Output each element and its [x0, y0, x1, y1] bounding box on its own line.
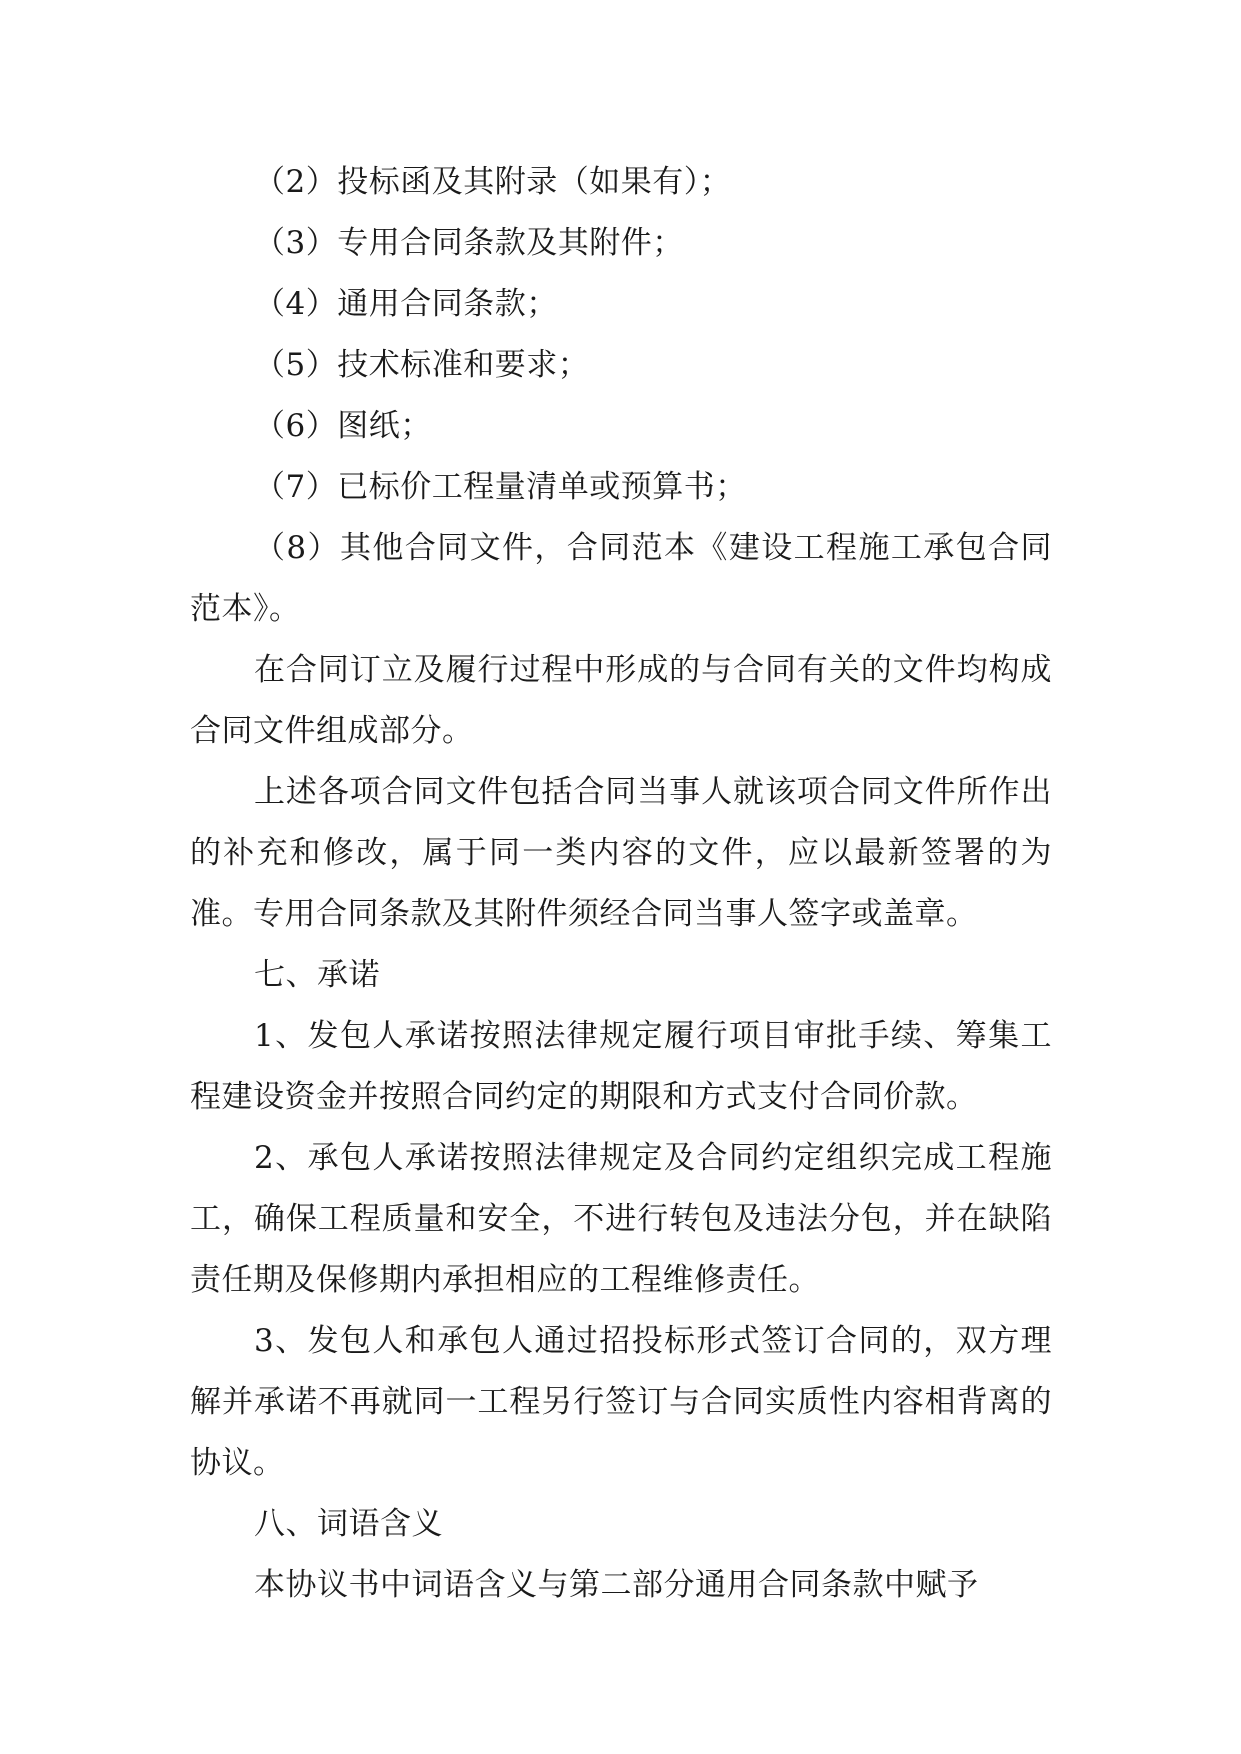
list-item-2: （2）投标函及其附录（如果有）；	[254, 164, 732, 200]
paragraph-contract-documents: 在合同订立及履行过程中形成的与合同有关的文件均构成合同文件组成部分。	[190, 652, 1052, 749]
document-body	[190, 152, 1052, 1616]
paragraph-supplements: 上述各项合同文件包括合同当事人就该项合同文件所作出的补充和修改，属于同一类内容的文件，应以最新签署的为准。专用合同条款及其附件须经合同当事人签字或盖章。	[190, 774, 1052, 932]
list-item-6: （6）图纸；	[254, 408, 432, 444]
list-item-3: （3）专用合同条款及其附件；	[254, 225, 684, 261]
commitment-item-1: 1、发包人承诺按照法律规定履行项目审批手续、筹集工程建设资金并按照合同约定的期限和方式支付合同价款。	[190, 1018, 1052, 1115]
list-item-7: （7）已标价工程量清单或预算书；	[254, 469, 747, 505]
list-item-8: （8）其他合同文件，合同范本《建设工程施工承包合同范本》。	[190, 530, 1052, 627]
commitment-item-3: 3、发包人和承包人通过招投标形式签订合同的，双方理解并承诺不再就同一工程另行签订与合同实质性内容相背离的协议。	[190, 1323, 1052, 1481]
paragraph-definitions: 本协议书中词语含义与第二部分通用合同条款中赋予	[254, 1567, 979, 1603]
list-item-5: （5）技术标准和要求；	[254, 347, 590, 383]
commitment-item-2: 2、承包人承诺按照法律规定及合同约定组织完成工程施工，确保工程质量和安全，不进行转包及违法分包，并在缺陷责任期及保修期内承担相应的工程维修责任。	[190, 1140, 1052, 1298]
section-heading-commitments: 七、承诺	[254, 957, 380, 993]
list-item-4: （4）通用合同条款；	[254, 286, 558, 322]
section-heading-definitions: 八、词语含义	[254, 1506, 443, 1542]
